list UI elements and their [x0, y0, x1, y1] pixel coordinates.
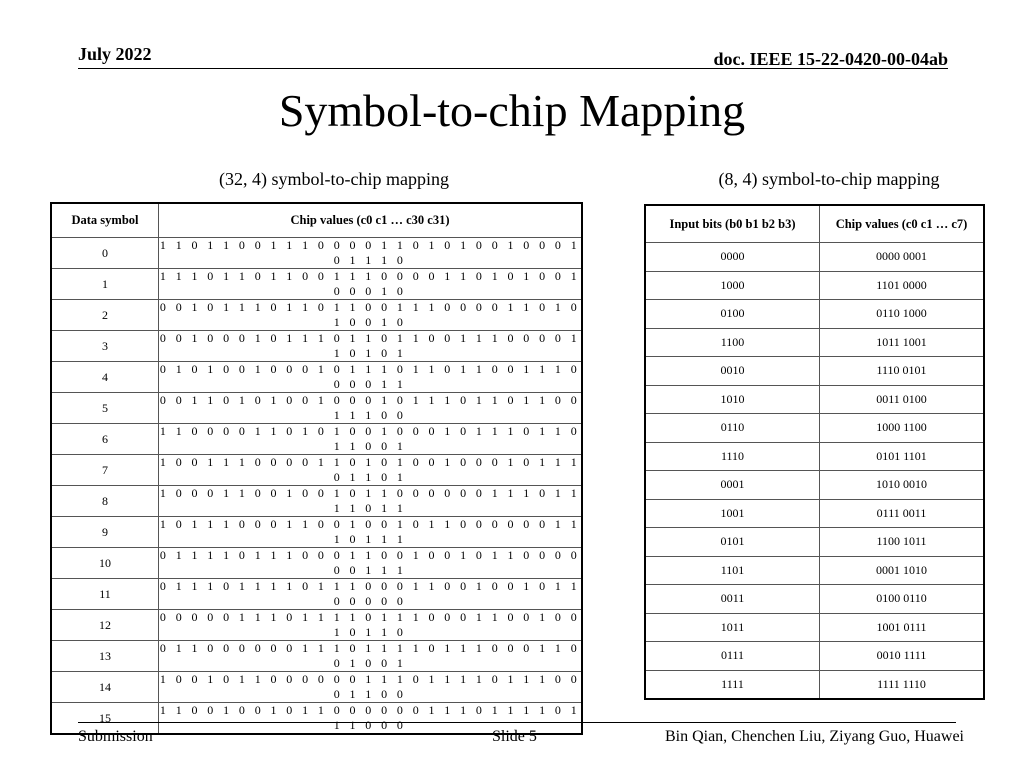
table-row — [645, 528, 984, 557]
table-row — [645, 613, 984, 642]
table-row — [51, 362, 582, 393]
table-cell-chips: 0000 0001 — [820, 243, 985, 272]
column-header-chip-values: Chip values (c0 c1 … c30 c31) — [159, 203, 583, 238]
table-row — [51, 238, 582, 269]
table-row — [51, 548, 582, 579]
table-row — [645, 642, 984, 671]
table-cell-input: 4 — [51, 362, 159, 393]
table-cell-chips: 0010 1111 — [820, 642, 985, 671]
table-cell-input: 0 — [51, 238, 159, 269]
table-cell-chips: 0 1 1 0 0 0 0 0 0 1 1 1 0 1 1 1 1 0 1 1 1 0 0 0 1 1 0 0 1 0 0 1 — [159, 641, 581, 670]
table-row — [645, 556, 984, 585]
table-cell-chips: 1 0 0 1 0 1 1 0 0 0 0 0 0 1 1 1 0 1 1 1 1 0 1 1 1 0 0 0 1 1 0 0 — [159, 672, 581, 701]
table-cell-input: 13 — [51, 641, 159, 672]
table-cell-input: 3 — [51, 331, 159, 362]
table-cell-chips: 1 1 1 0 1 1 0 1 1 0 0 1 1 1 0 0 0 0 1 1 0 1 0 1 0 0 1 0 0 0 1 0 — [159, 269, 581, 298]
table-cell-chips: 1010 0010 — [820, 471, 985, 500]
table-row — [645, 442, 984, 471]
table-cell-input: 12 — [51, 610, 159, 641]
footer-divider — [78, 722, 956, 723]
table-row — [51, 424, 582, 455]
table-cell-input: 0000 — [645, 243, 820, 272]
table-cell-chips: 0 0 1 1 0 1 0 1 0 0 1 0 0 0 1 0 1 1 1 0 1 1 0 1 1 0 0 1 1 1 0 0 — [159, 393, 581, 422]
table-cell-input: 9 — [51, 517, 159, 548]
table-cell-input: 8 — [51, 486, 159, 517]
table-cell-input: 6 — [51, 424, 159, 455]
table-cell-chips: 0 1 1 1 1 0 1 1 1 0 0 0 1 1 0 0 1 0 0 1 0 1 1 0 0 0 0 0 0 1 1 1 — [159, 548, 581, 577]
table-row — [51, 641, 582, 672]
table-row — [51, 672, 582, 703]
table-row — [645, 385, 984, 414]
header-date: July 2022 — [78, 44, 152, 64]
slide-title: Symbol-to-chip Mapping — [278, 85, 746, 136]
table-cell-input: 2 — [51, 300, 159, 331]
table-cell-input: 0010 — [645, 357, 820, 386]
table-cell-chips: 1 1 0 0 1 0 0 1 0 1 1 0 0 0 0 0 0 1 1 1 0 1 1 1 1 0 1 1 1 0 0 0 — [159, 703, 581, 732]
table-8-4-caption: (8, 4) symbol-to-chip mapping — [718, 169, 940, 189]
table-cell-chips: 0101 1101 — [820, 442, 985, 471]
table-row — [51, 517, 582, 548]
table-32-4-caption: (32, 4) symbol-to-chip mapping — [219, 169, 449, 189]
table-cell-input: 1111 — [645, 670, 820, 699]
table-row — [645, 585, 984, 614]
table-row — [645, 499, 984, 528]
table-cell-input: 0011 — [645, 585, 820, 614]
table-row — [51, 455, 582, 486]
table-cell-chips: 1 1 0 0 0 0 1 1 0 1 0 1 0 0 1 0 0 0 1 0 1 1 1 0 1 1 0 1 1 0 0 1 — [159, 424, 581, 453]
table-cell-chips: 0 1 1 1 0 1 1 1 1 0 1 1 1 0 0 0 1 1 0 0 1 0 0 1 0 1 1 0 0 0 0 0 — [159, 579, 581, 608]
table-cell-chips: 0100 0110 — [820, 585, 985, 614]
table-cell-input: 1101 — [645, 556, 820, 585]
footer-authors: Bin Qian, Chenchen Liu, Ziyang Guo, Huawei — [664, 728, 964, 745]
table-row — [51, 486, 582, 517]
table-cell-chips: 0 0 1 0 1 1 1 0 1 1 0 1 1 0 0 1 1 1 0 0 0 0 1 1 0 1 0 1 0 0 1 0 — [159, 300, 581, 329]
table-cell-chips: 1000 1100 — [820, 414, 985, 443]
table-row — [51, 269, 582, 300]
table-cell-chips: 0 0 0 0 0 1 1 1 0 1 1 1 1 0 1 1 1 0 0 0 1 1 0 0 1 0 0 1 0 1 1 0 — [159, 610, 581, 639]
table-cell-chips: 1 1 0 1 1 0 0 1 1 1 0 0 0 0 1 1 0 1 0 1 0 0 1 0 0 0 1 0 1 1 1 0 — [159, 238, 581, 267]
footer-slide-number: Slide 5 — [492, 728, 537, 745]
table-cell-chips: 0 0 1 0 0 0 1 0 1 1 1 0 1 1 0 1 1 0 0 1 1 1 0 0 0 0 1 1 0 1 0 1 — [159, 331, 581, 360]
table-cell-input: 11 — [51, 579, 159, 610]
table-cell-chips: 1011 1001 — [820, 328, 985, 357]
table-row — [51, 393, 582, 424]
header-doc-id: doc. IEEE 15-22-0420-00-04ab — [713, 49, 948, 69]
table-cell-input: 15 — [51, 703, 159, 735]
table-cell-chips: 1101 0000 — [820, 271, 985, 300]
table-row — [51, 610, 582, 641]
table-cell-chips: 1100 1011 — [820, 528, 985, 557]
table-cell-input: 10 — [51, 548, 159, 579]
table-row — [645, 328, 984, 357]
table-cell-input: 1011 — [645, 613, 820, 642]
table-cell-chips: 1001 0111 — [820, 613, 985, 642]
table-8-4 — [644, 204, 985, 700]
table-header-row — [645, 205, 984, 243]
table-row — [645, 414, 984, 443]
table-row — [645, 471, 984, 500]
table-cell-chips: 1 0 1 1 1 0 0 0 1 1 0 0 1 0 0 1 0 1 1 0 0 0 0 0 0 1 1 1 0 1 1 1 — [159, 517, 581, 546]
table-cell-chips: 0 1 0 1 0 0 1 0 0 0 1 0 1 1 1 0 1 1 0 1 1 0 0 1 1 1 0 0 0 0 1 1 — [159, 362, 581, 391]
footer-submission: Submission — [78, 728, 153, 745]
table-cell-chips: 0111 0011 — [820, 499, 985, 528]
table-row — [645, 357, 984, 386]
table-cell-input: 5 — [51, 393, 159, 424]
table-cell-input: 0100 — [645, 300, 820, 329]
header-divider — [78, 68, 948, 69]
column-header-chip-values: Chip values (c0 c1 … c7) — [820, 205, 985, 243]
table-cell-input: 7 — [51, 455, 159, 486]
table-row — [51, 579, 582, 610]
table-cell-input: 0110 — [645, 414, 820, 443]
table-cell-chips: 1110 0101 — [820, 357, 985, 386]
table-cell-input: 1100 — [645, 328, 820, 357]
table-cell-input: 1010 — [645, 385, 820, 414]
table-row — [51, 331, 582, 362]
table-cell-input: 0001 — [645, 471, 820, 500]
table-cell-input: 0101 — [645, 528, 820, 557]
table-cell-input: 1001 — [645, 499, 820, 528]
table-cell-input: 1110 — [645, 442, 820, 471]
table-header-row — [51, 203, 582, 238]
table-row — [645, 670, 984, 699]
column-header-data-symbol: Data symbol — [51, 203, 159, 238]
table-cell-chips: 0001 1010 — [820, 556, 985, 585]
table-row — [645, 243, 984, 272]
table-cell-input: 14 — [51, 672, 159, 703]
table-row — [645, 300, 984, 329]
table-cell-chips: 0011 0100 — [820, 385, 985, 414]
table-row — [645, 271, 984, 300]
table-cell-input: 0111 — [645, 642, 820, 671]
table-32-4 — [50, 202, 583, 735]
table-cell-chips: 1 0 0 0 1 1 0 0 1 0 0 1 0 1 1 0 0 0 0 0 0 1 1 1 0 1 1 1 1 0 1 1 — [159, 486, 581, 515]
table-cell-input: 1000 — [645, 271, 820, 300]
table-cell-chips: 1111 1110 — [820, 670, 985, 699]
table-cell-input: 1 — [51, 269, 159, 300]
table-row — [51, 300, 582, 331]
column-header-input-bits: Input bits (b0 b1 b2 b3) — [645, 205, 820, 243]
table-cell-chips: 1 0 0 1 1 1 0 0 0 0 1 1 0 1 0 1 0 0 1 0 0 0 1 0 1 1 1 0 1 1 0 1 — [159, 455, 581, 484]
table-cell-chips: 0110 1000 — [820, 300, 985, 329]
